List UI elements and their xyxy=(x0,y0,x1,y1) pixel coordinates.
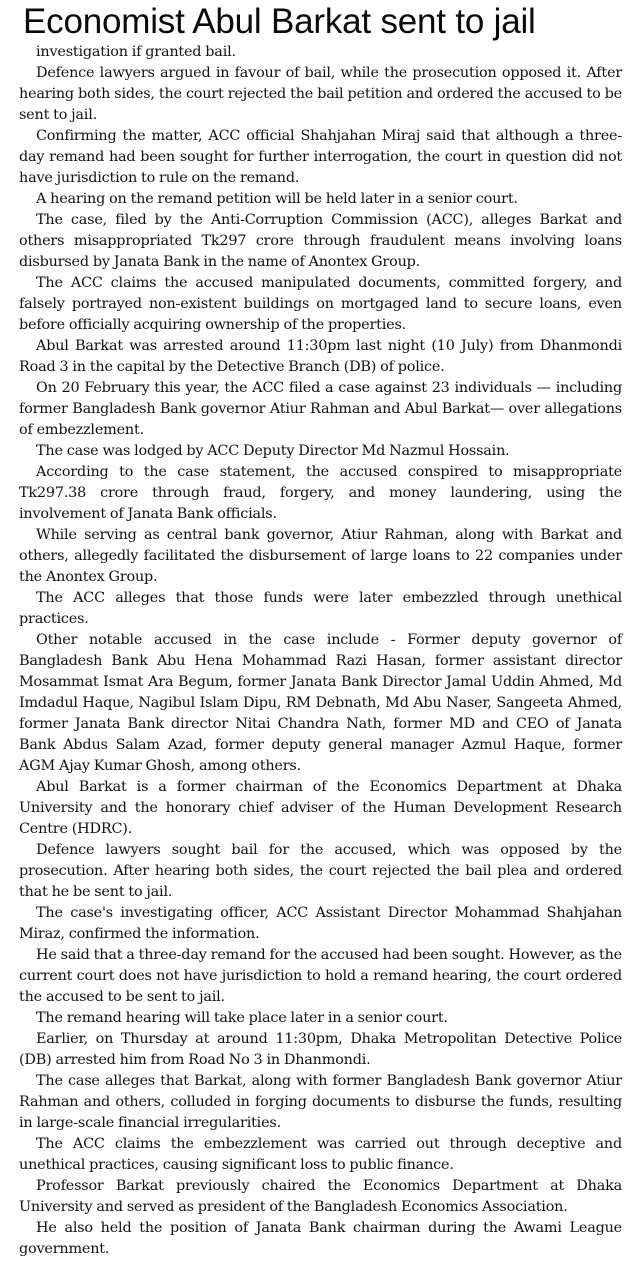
paragraph: The ACC alleges that those funds were later embezzled through unethical practices. xyxy=(19,590,622,627)
paragraph: The remand hearing will take place later in a senior court. xyxy=(36,1010,448,1026)
paragraph: Other notable accused in the case include - Former deputy governor of Bangladesh Bank Abu Hena Mohammad Razi Hasan, former assistant director Mosammat Ismat Ara Begum, former Janata Bank Director Jamal Uddin Ahmed, Md Imdadul Haque, Nagibul Islam Dipu, RM Debnath, Md Abu Naser, Sangeeta Ahmed, former Janata Bank director Nitai Chandra Nath, former MD and CEO of Janata Bank Abdus Salam Azad, former deputy general manager Azmul Haque, former AGM Ajay Kumar Ghosh, among others. xyxy=(19,632,622,774)
paragraph: The case was lodged by ACC Deputy Director Md Nazmul Hossain. xyxy=(36,443,510,459)
paragraph: investigation if granted bail. xyxy=(36,44,236,60)
paragraph: Confirming the matter, ACC official Shahjahan Miraj said that although a three-day remand had been sought for further interrogation, the court in question did not have jurisdiction to rule on the remand. xyxy=(19,128,622,186)
paragraph: He also held the position of Janata Bank chairman during the Awami League government. xyxy=(19,1220,622,1257)
paragraph: The ACC claims the embezzlement was carried out through deceptive and unethical practices, causing significant loss to public finance. xyxy=(19,1136,622,1173)
paragraph: The case's investigating officer, ACC Assistant Director Mohammad Shahjahan Miraz, confirmed the information. xyxy=(19,905,622,942)
paragraph: Abul Barkat is a former chairman of the Economics Department at Dhaka University and the honorary chief adviser of the Human Development Research Centre (HDRC). xyxy=(19,779,622,837)
paragraph: A hearing on the remand petition will be held later in a senior court. xyxy=(36,191,518,207)
paragraph: Defence lawyers argued in favour of bail, while the prosecution opposed it. After hearing both sides, the court rejected the bail petition and ordered the accused to be sent to jail. xyxy=(19,65,622,123)
paragraph: The case, filed by the Anti-Corruption Commission (ACC), alleges Barkat and others misappropriated Tk297 crore through fraudulent means involving loans disbursed by Janata Bank in the name of Anontex Group. xyxy=(19,212,622,270)
paragraph: Defence lawyers sought bail for the accused, which was opposed by the prosecution. After hearing both sides, the court rejected the bail plea and ordered that he be sent to jail. xyxy=(19,842,622,900)
paragraph: On 20 February this year, the ACC filed a case against 23 individuals — including former Bangladesh Bank governor Atiur Rahman and Abul Barkat— over allegations of embezzlement. xyxy=(19,380,622,438)
headline: Economist Abul Barkat sent to jail xyxy=(23,2,536,41)
paragraph: The case alleges that Barkat, along with former Bangladesh Bank governor Atiur Rahman and others, colluded in forging documents to disburse the funds, resulting in large-scale financial irregularities. xyxy=(19,1073,622,1131)
paragraph: The ACC claims the accused manipulated documents, committed forgery, and falsely portrayed non-existent buildings on mortgaged land to secure loans, even before officially acquiring ownership of the properties. xyxy=(19,275,622,333)
paragraph: Abul Barkat was arrested around 11:30pm last night (10 July) from Dhanmondi Road 3 in the capital by the Detective Branch (DB) of police. xyxy=(19,338,622,375)
paragraph: Professor Barkat previously chaired the Economics Department at Dhaka University and served as president of the Bangladesh Economics Association. xyxy=(19,1178,622,1215)
article-body xyxy=(19,42,622,1260)
paragraph: According to the case statement, the accused conspired to misappropriate Tk297.38 crore through fraud, forgery, and money laundering, using the involvement of Janata Bank officials. xyxy=(19,464,622,522)
paragraph: While serving as central bank governor, Atiur Rahman, along with Barkat and others, allegedly facilitated the disbursement of large loans to 22 companies under the Anontex Group. xyxy=(19,527,622,585)
paragraph: Earlier, on Thursday at around 11:30pm, Dhaka Metropolitan Detective Police (DB) arrested him from Road No 3 in Dhanmondi. xyxy=(19,1031,622,1068)
paragraph: He said that a three-day remand for the accused had been sought. However, as the current court does not have jurisdiction to hold a remand hearing, the court ordered the accused to be sent to jail. xyxy=(19,947,622,1005)
